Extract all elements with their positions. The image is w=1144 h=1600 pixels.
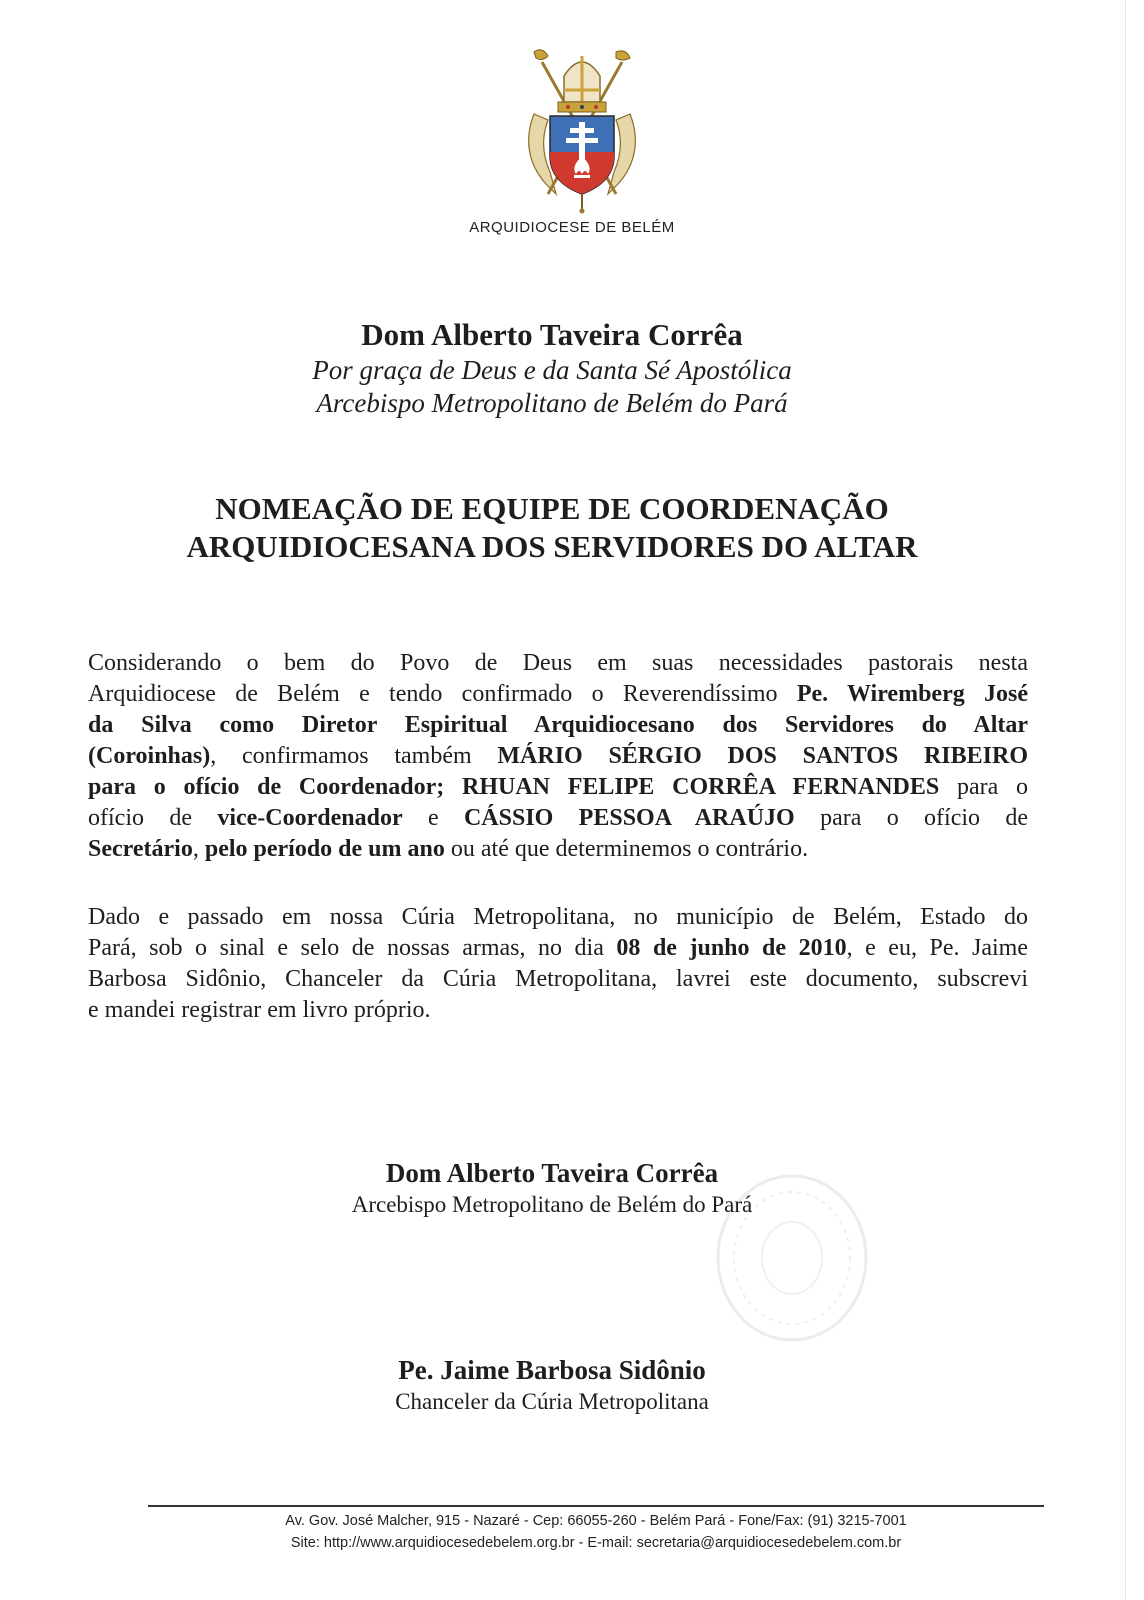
paragraph-line bbox=[88, 741, 1028, 772]
signatory-name: Dom Alberto Taveira Corrêa bbox=[385, 1158, 719, 1188]
paragraph-line bbox=[88, 933, 1028, 964]
text-run: para o bbox=[956, 774, 1028, 800]
text-run: Considerando o bem do Povo de Deus em suas necessidades pastorais nesta bbox=[88, 650, 1028, 676]
bold-text-run: Pe. Wiremberg José bbox=[796, 681, 1029, 707]
bold-text-run: (Coroinhas) bbox=[88, 743, 211, 769]
footer-contact bbox=[148, 1510, 1044, 1554]
paragraph-line bbox=[88, 803, 1028, 834]
paragraph-line bbox=[88, 679, 1028, 710]
text-run: para o ofício de bbox=[820, 805, 1029, 831]
signatory-role: Arcebispo Metropolitano de Belém do Pará bbox=[351, 1192, 753, 1217]
text-run: Arquidiocese de Belém e tendo confirmado o Reverendíssimo bbox=[88, 681, 778, 707]
signature-chancellor bbox=[0, 1353, 1104, 1417]
bold-text-run: Secretário bbox=[88, 836, 193, 862]
paragraph-line bbox=[88, 772, 1028, 803]
heading-block bbox=[0, 316, 1104, 420]
text-run: , confirmamos também bbox=[210, 743, 472, 769]
text-run: , e eu, Pe. Jaime bbox=[846, 935, 1029, 961]
paragraph-line bbox=[88, 902, 1028, 933]
footer-web: Site: http://www.arquidiocesedebelem.org.br - E-mail: secretaria@arquidiocesedebelem.com.br bbox=[290, 1535, 902, 1551]
text-run: Barbosa Sidônio, Chanceler da Cúria Metropolitana, lavrei este documento, subscrevi bbox=[88, 966, 1028, 992]
paragraph-line bbox=[88, 648, 1028, 679]
text-run: ou até que determinemos o contrário. bbox=[450, 836, 809, 862]
text-run: e bbox=[427, 805, 439, 831]
archbishop-name: Dom Alberto Taveira Corrêa bbox=[361, 317, 743, 352]
paragraph-line bbox=[88, 834, 1028, 865]
text-run: Dado e passado em nossa Cúria Metropolitana, no município de Belém, Estado do bbox=[88, 904, 1028, 930]
paragraph-nomination bbox=[88, 648, 1028, 865]
organization-name: ARQUIDIOCESE DE BELÉM bbox=[469, 219, 675, 236]
archdiocese-coat-of-arms-icon bbox=[520, 44, 644, 214]
text-run: Pará, sob o sinal e selo de nossas armas, no dia bbox=[88, 935, 604, 961]
heading-line-2: Arcebispo Metropolitano de Belém do Pará bbox=[316, 388, 788, 418]
bold-text-run: para o ofício de Coordenador; bbox=[88, 774, 445, 800]
footer-address: Av. Gov. José Malcher, 915 - Nazaré - Cep: 66055-260 - Belém Pará - Fone/Fax: (91) 3215-7001 bbox=[285, 1513, 907, 1529]
bold-text-run: da Silva como Diretor Espiritual Arquidiocesano dos Servidores do Altar bbox=[88, 712, 1028, 738]
text-run: e mandei registrar em livro próprio. bbox=[88, 997, 431, 1023]
footer-divider bbox=[148, 1505, 1044, 1507]
document-title bbox=[0, 490, 1104, 566]
title-line-1: NOMEAÇÃO DE EQUIPE DE COORDENAÇÃO bbox=[215, 491, 889, 526]
bold-text-run: 08 de junho de 2010 bbox=[616, 935, 847, 961]
bold-text-run: MÁRIO SÉRGIO DOS SANTOS RIBEIRO bbox=[497, 743, 1028, 769]
signature-archbishop bbox=[0, 1156, 1104, 1220]
text-run: , bbox=[192, 836, 199, 862]
text-run: ofício de bbox=[88, 805, 192, 831]
title-line-2: ARQUIDIOCESANA DOS SERVIDORES DO ALTAR bbox=[186, 529, 918, 564]
page-edge bbox=[1125, 0, 1126, 1600]
paragraph-line bbox=[88, 964, 1028, 995]
paragraph-line bbox=[88, 710, 1028, 741]
heading-line-1: Por graça de Deus e da Santa Sé Apostólica bbox=[312, 355, 792, 385]
signatory-name: Pe. Jaime Barbosa Sidônio bbox=[398, 1355, 706, 1385]
bold-text-run: pelo período de um ano bbox=[204, 836, 445, 862]
paragraph-given bbox=[88, 902, 1028, 1026]
paragraph-line bbox=[88, 995, 1028, 1026]
signatory-role: Chanceler da Cúria Metropolitana bbox=[395, 1389, 709, 1414]
bold-text-run: vice-Coordenador bbox=[217, 805, 403, 831]
bold-text-run: CÁSSIO PESSOA ARAÚJO bbox=[463, 805, 795, 831]
bold-text-run: RHUAN FELIPE CORRÊA FERNANDES bbox=[461, 774, 940, 800]
